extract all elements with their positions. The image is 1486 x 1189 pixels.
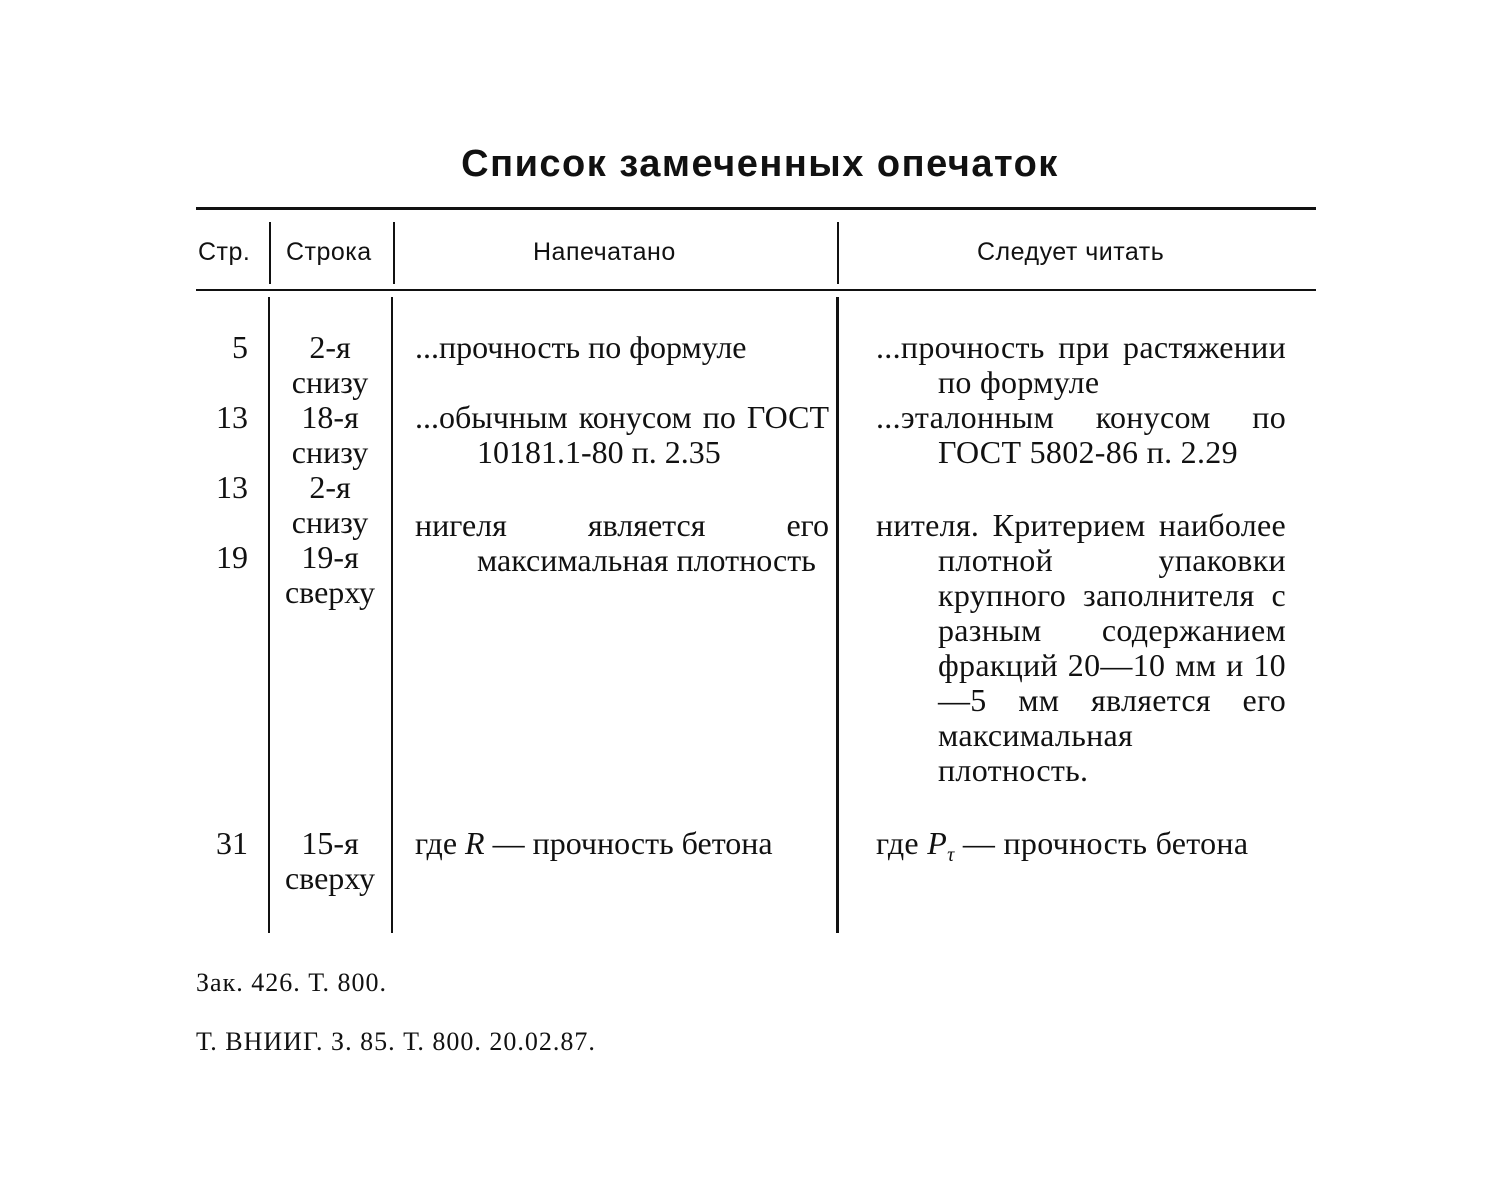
row2-line: 18-я снизу: [291, 399, 369, 470]
body-divider-3: [836, 297, 839, 933]
row5-correct: [876, 826, 1286, 873]
row5-printed-suffix: — прочность бетона: [492, 825, 773, 861]
table-header-rule: [196, 289, 1316, 291]
row4-page: 19: [216, 539, 248, 575]
row1-line: 2-я снизу: [291, 329, 369, 400]
row2-correct: ...эталонным конусом по ГОСТ 5802-86 п. 2.29: [876, 399, 1286, 470]
document-title: Список замеченных опечаток: [461, 143, 1059, 185]
header-page: Стр.: [198, 238, 251, 266]
body-divider-2: [391, 297, 393, 933]
row4-line: 19-я сверху: [284, 539, 376, 610]
row4-printed: нигеля является его максимальная плотность: [415, 507, 829, 578]
row1-printed: ...прочность по формуле: [415, 329, 747, 365]
row5-printed-symbol: R: [465, 825, 485, 861]
table-top-rule: [196, 207, 1316, 210]
row5-correct-symbol: P: [927, 825, 948, 861]
order-info: Зак. 426. Т. 800.: [196, 968, 387, 997]
row3-line: 2-я снизу: [291, 469, 369, 540]
row4-correct: нителя. Критерием наиболее плотной упаковки крупного заполнителя с разным содержанием фракций 20—10 мм и 10—5 мм является его максимальная плотность.: [876, 507, 1286, 788]
row5-printed: [415, 826, 829, 861]
header-line: Строка: [286, 238, 372, 266]
header-divider-3: [837, 222, 839, 284]
header-printed: Напечатано: [533, 238, 676, 266]
row1-correct: ...прочность при растяжении по формуле: [876, 329, 1286, 400]
header-correct: Следует читать: [977, 238, 1165, 266]
row5-page: 31: [216, 825, 248, 861]
row1-page: 5: [232, 329, 248, 365]
header-divider-1: [269, 222, 271, 284]
row5-line: 15-я сверху: [284, 825, 376, 896]
row2-printed: ...обычным конусом по ГОСТ 10181.1-80 п. 2.35: [415, 399, 829, 470]
row5-printed-prefix: где: [415, 825, 458, 861]
row3-page: 13: [216, 469, 248, 505]
header-divider-2: [393, 222, 395, 284]
row2-page: 13: [216, 399, 248, 435]
row5-correct-subscript: τ: [947, 844, 955, 866]
row5-correct-suffix: — прочность бетона: [962, 825, 1249, 861]
row5-correct-prefix: где: [876, 825, 919, 861]
print-info: Т. ВНИИГ. З. 85. Т. 800. 20.02.87.: [196, 1027, 596, 1056]
body-divider-1: [268, 297, 270, 933]
